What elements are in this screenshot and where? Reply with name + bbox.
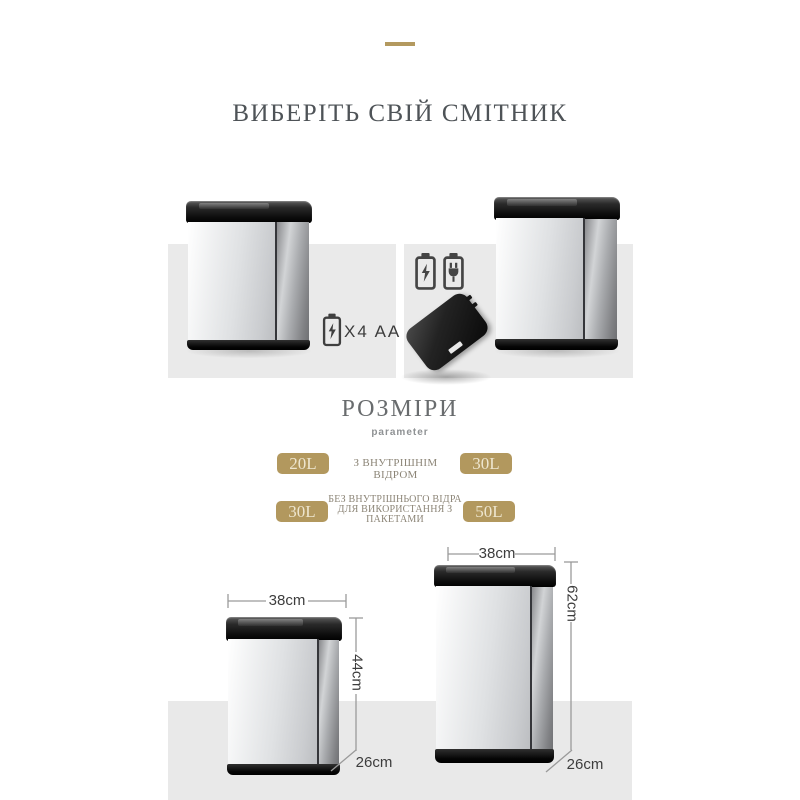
bin-lid — [226, 617, 342, 641]
page-title: ВИБЕРІТЬ СВІЙ СМІТНИК — [232, 100, 568, 127]
capacity-row-label: З ВНУТРІШНІМ ВІДРОМ — [353, 457, 438, 481]
small-bin-width-label: 38cm — [268, 592, 306, 609]
battery-count-label: X4 AA — [344, 322, 402, 341]
bin-body — [188, 222, 309, 341]
large-bin-height-label: 62cm — [563, 585, 581, 622]
bin-base — [495, 339, 619, 350]
sizes-title: РОЗМІРИ — [341, 396, 459, 422]
adapter-shadow — [400, 369, 492, 385]
small-bin-depth-label: 26cm — [355, 754, 393, 771]
bin-lid — [434, 565, 556, 587]
large-bin-diagram — [434, 565, 556, 763]
battery-bolt-icon — [414, 252, 437, 291]
bin-base — [187, 340, 311, 350]
usb-port — [448, 341, 463, 354]
divider-dash — [385, 42, 415, 46]
bin-body — [436, 586, 553, 751]
capacity-badge: 20L — [277, 453, 329, 474]
capacity-badge: 30L — [460, 453, 512, 474]
small-bin-height-label: 44cm — [348, 654, 366, 691]
trash-bin-battery-image — [186, 201, 312, 350]
bin-base — [227, 764, 341, 775]
bin-body — [496, 218, 617, 340]
bin-base — [435, 749, 555, 763]
bin-lid — [494, 197, 620, 220]
capacity-badge: 30L — [276, 501, 328, 522]
small-bin-diagram — [226, 617, 342, 775]
sizes-subtitle: parameter — [371, 427, 429, 438]
usb-adapter-image — [398, 291, 503, 396]
battery-bolt-icon — [322, 311, 342, 349]
bin-lid — [186, 201, 312, 223]
trash-bin-rechargeable-image — [494, 197, 620, 350]
capacity-badge: 50L — [463, 501, 515, 522]
adapter-body — [402, 290, 491, 374]
large-bin-depth-label: 26cm — [566, 756, 604, 773]
large-bin-width-label: 38cm — [478, 545, 516, 562]
capacity-row-label: БЕЗ ВНУТРІШНЬОГО ВІДРА ДЛЯ ВИКОРИСТАННЯ З ПАКЕТАМИ — [328, 494, 462, 525]
bin-body — [228, 639, 339, 765]
battery-plug-icon — [442, 252, 465, 291]
